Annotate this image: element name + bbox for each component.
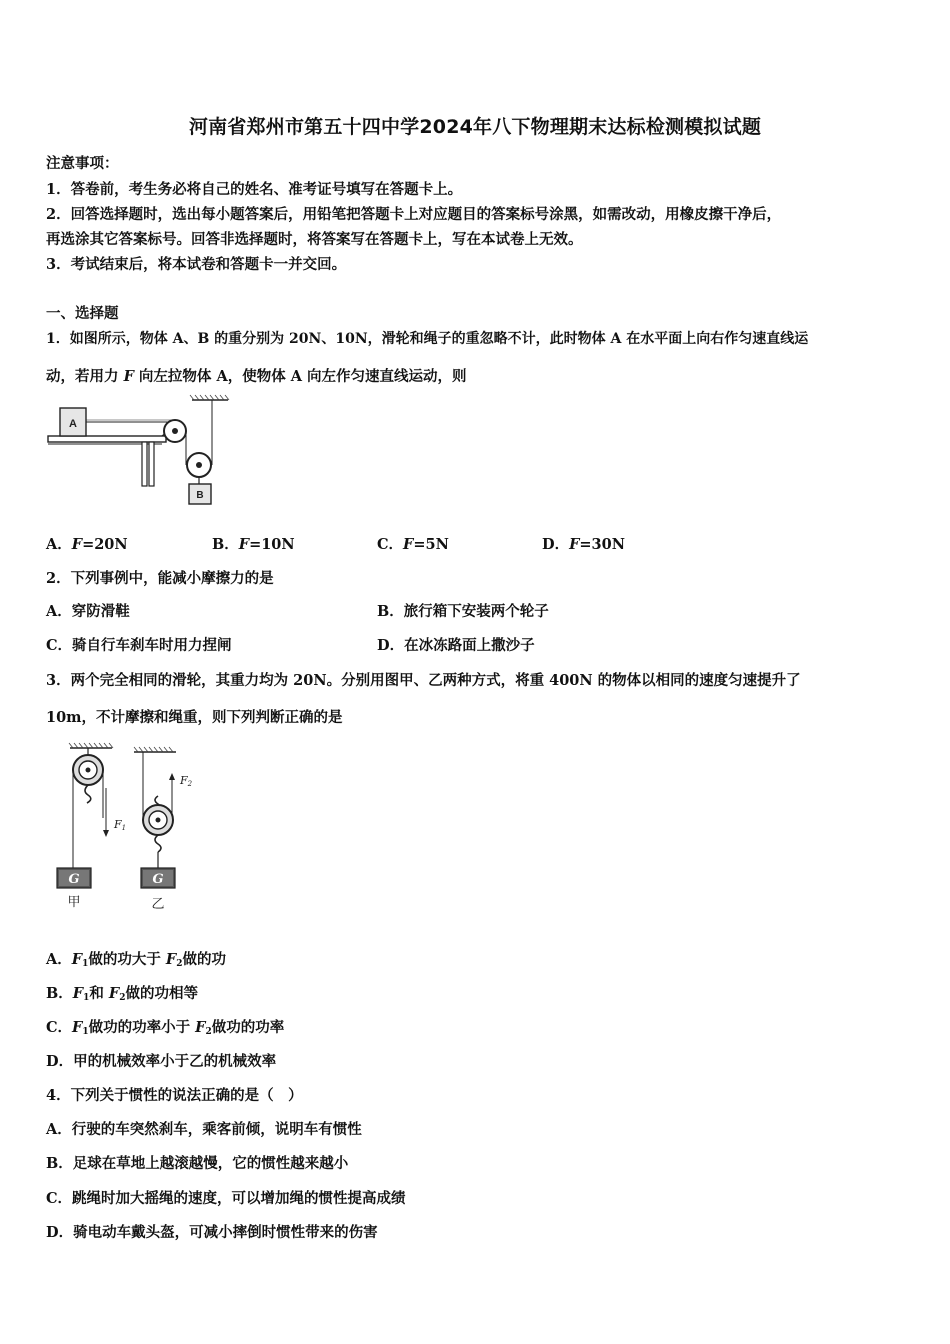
caption-jia: 甲: [67, 895, 81, 910]
q4-option-a[interactable]: A．行驶的车突然刹车，乘客前倾，说明车有惯性: [46, 1121, 362, 1138]
q3-option-b[interactable]: B．$F_1$和 $F_2$做的功相等: [46, 985, 198, 1003]
force-f2-label: F2: [180, 774, 193, 788]
q3-stem-line1: 3．两个完全相同的滑轮，其重力均为 20N。分别用图甲、乙两种方式，将重 400N 的物体以相同的速度匀速提升了: [46, 672, 801, 689]
q2-option-d[interactable]: D．在冰冻路面上撒沙子: [377, 637, 535, 654]
q3-option-a[interactable]: A．$F_1$做的功大于 $F_2$做的功: [46, 951, 226, 969]
notice-heading: 注意事项：: [46, 155, 119, 172]
notice-item-1: 1．答卷前，考生务必将自己的姓名、准考证号填写在答题卡上。: [46, 181, 463, 198]
q3-pulley-figure: [48, 740, 208, 915]
q2-option-b[interactable]: B．旅行箱下安装两个轮子: [377, 603, 549, 620]
q4-stem: 4．下列关于惯性的说法正确的是（ ）: [46, 1087, 303, 1104]
block-b-label: B: [196, 490, 204, 501]
q1-option-b[interactable]: B．F=10N: [212, 536, 295, 553]
q1-stem-line1: 1．如图所示，物体 A、B 的重分别为 20N、10N，滑轮和绳子的重忽略不计，此时物体 A 在水平面上向右作匀速直线运: [46, 331, 809, 347]
q1-option-c[interactable]: C．F=5N: [377, 536, 449, 553]
force-f1-label: F1: [114, 818, 127, 832]
caption-yi: 乙: [151, 897, 165, 912]
notice-item-2: 2．回答选择题时，选出每小题答案后，用铅笔把答题卡上对应题目的答案标号涂黑，如需改动，用橡皮擦干净后，: [46, 206, 782, 223]
page-title: 河南省郑州市第五十四中学2024年八下物理期末达标检测模拟试题: [188, 116, 762, 138]
q3-option-c[interactable]: C．$F_1$做功的功率小于 $F_2$做功的功率: [46, 1019, 285, 1037]
q3-option-d[interactable]: D．甲的机械效率小于乙的机械效率: [46, 1053, 277, 1070]
q1-option-a[interactable]: A．F=20N: [46, 536, 128, 553]
q4-option-b[interactable]: B．足球在草地上越滚越慢，它的惯性越来越小: [46, 1155, 349, 1172]
block-a-label: A: [69, 418, 77, 430]
weight-g-right: G: [152, 872, 164, 887]
q2-option-a[interactable]: A．穿防滑鞋: [46, 603, 130, 620]
q2-option-c[interactable]: C．骑自行车刹车时用力捏闸: [46, 637, 232, 654]
q1-pulley-figure: [44, 392, 244, 510]
weight-g-left: G: [68, 872, 80, 887]
q4-option-d[interactable]: D．骑电动车戴头盔，可减小摔倒时惯性带来的伤害: [46, 1224, 378, 1241]
section-heading-choice: 一、选择题: [46, 305, 119, 322]
q1-stem-line2: 动，若用力 F 向左拉物体 A，使物体 A 向左作匀速直线运动，则: [46, 368, 467, 385]
q3-stem-line2: 10m，不计摩擦和绳重，则下列判断正确的是: [46, 709, 343, 726]
q2-stem: 2．下列事例中，能减小摩擦力的是: [46, 570, 274, 587]
notice-item-2-cont: 再选涂其它答案标号。回答非选择题时，将答案写在答题卡上，写在本试卷上无效。: [46, 231, 583, 248]
notice-item-3: 3．考试结束后，将本试卷和答题卡一并交回。: [46, 256, 347, 273]
q1-option-d[interactable]: D．F=30N: [542, 536, 625, 553]
q4-option-c[interactable]: C．跳绳时加大摇绳的速度，可以增加绳的惯性提高成绩: [46, 1190, 406, 1207]
